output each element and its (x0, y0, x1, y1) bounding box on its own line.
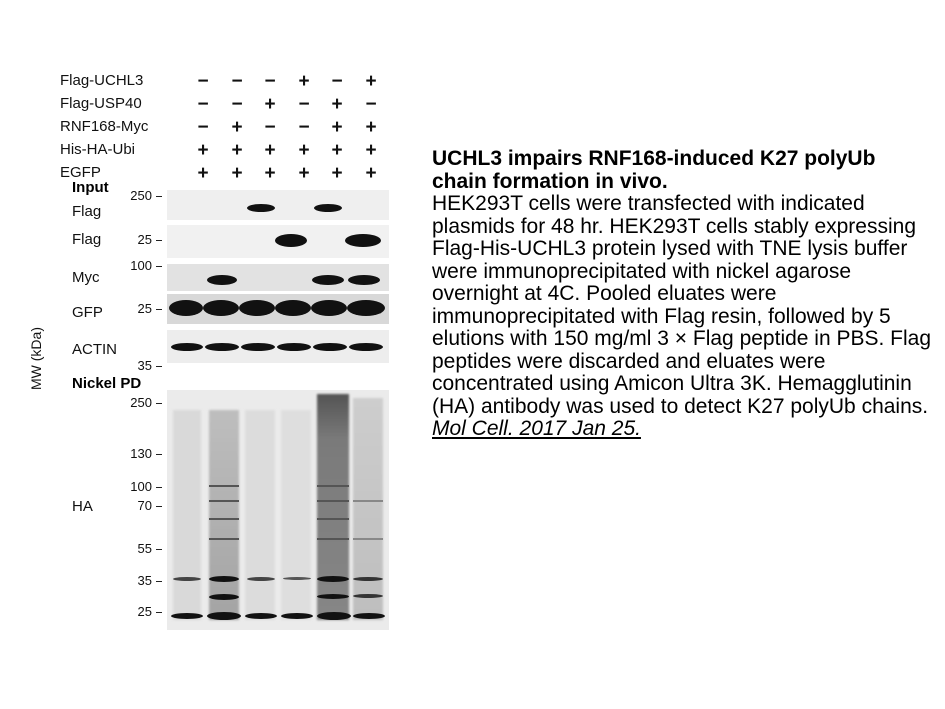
mw-tick (156, 549, 162, 550)
mw-marker: 55 (137, 541, 152, 556)
band (209, 538, 239, 540)
treatment-sign: + (298, 71, 310, 92)
band (205, 343, 239, 351)
treatment-sign: − (197, 94, 209, 115)
band (345, 234, 381, 247)
lane-smear (245, 410, 275, 620)
blot-label-ha: HA (72, 498, 93, 515)
band (203, 300, 239, 316)
treatment-sign: + (365, 71, 377, 92)
mw-tick (156, 309, 162, 310)
band (275, 300, 311, 316)
treatment-sign: + (197, 163, 209, 184)
band (171, 613, 203, 619)
treatment-label: RNF168-Myc (60, 118, 149, 135)
treatment-label: EGFP (60, 164, 101, 181)
band (275, 234, 307, 247)
treatment-sign: − (197, 71, 209, 92)
band (171, 343, 203, 351)
band (169, 300, 203, 316)
band (209, 500, 239, 502)
treatment-sign: − (231, 94, 243, 115)
mw-marker: 25 (137, 232, 152, 247)
treatment-label: Flag-USP40 (60, 95, 142, 112)
mw-tick (156, 240, 162, 241)
band (317, 485, 349, 487)
treatment-sign: − (264, 71, 276, 92)
mw-tick (156, 454, 162, 455)
band (353, 538, 383, 540)
blot-label-flag: Flag (72, 203, 102, 220)
treatment-sign: − (197, 117, 209, 138)
blot-panel-flag-250 (167, 190, 389, 220)
treatment-sign: + (231, 163, 243, 184)
section-input-label: Input (72, 179, 109, 196)
band (283, 577, 311, 580)
treatment-sign: + (365, 117, 377, 138)
band (353, 594, 383, 598)
treatment-sign: − (298, 94, 310, 115)
band (207, 612, 241, 620)
band (353, 613, 385, 619)
blot-label-myc: Myc (72, 269, 100, 286)
treatment-sign: + (365, 140, 377, 161)
mw-tick (156, 506, 162, 507)
treatment-sign: + (298, 140, 310, 161)
caption-source-link[interactable]: Mol Cell. 2017 Jan 25. (432, 417, 641, 440)
band (173, 577, 201, 581)
band (348, 275, 380, 285)
mw-tick (156, 196, 162, 197)
lane-smear (209, 410, 239, 620)
treatment-label: Flag-UCHL3 (60, 72, 144, 89)
mw-marker: 130 (130, 446, 152, 461)
figure-caption (432, 148, 932, 441)
mw-tick (156, 266, 162, 267)
band (312, 275, 344, 285)
treatment-sign: + (197, 140, 209, 161)
caption-title: UCHL3 impairs RNF168-induced K27 polyUb chain formation in vivo. (432, 147, 876, 193)
mw-marker: 100 (130, 258, 152, 273)
treatment-sign: + (264, 140, 276, 161)
blot-panel-flag-25 (167, 225, 389, 258)
caption-body: HEK293T cells were transfected with indicated plasmids for 48 hr. HEK293T cells stably expressing Flag-His-UCHL3 protein lysed with TNE lysis buffer were immunoprecipitated with nickel agarose overnight at 4C. Pooled eluates were immunoprecipitated with Flag resin, followed by 5 elutions with 150 mg/ml 3 × Flag peptide in PBS. Flag peptides were discarded and eluates were concentrated using Amicon Ultra 3K. Hemagglutinin (HA) antibody was used to detect K27 polyUb chains. (432, 192, 932, 418)
blot-panel-myc-100 (167, 264, 389, 291)
mw-marker: 250 (130, 395, 152, 410)
treatment-sign: − (365, 94, 377, 115)
treatment-sign: + (298, 163, 310, 184)
band (209, 485, 239, 487)
treatment-sign: + (231, 117, 243, 138)
mw-marker: 35 (137, 358, 152, 373)
band (353, 500, 383, 502)
treatment-sign: + (365, 163, 377, 184)
band (281, 613, 313, 619)
blot-label-gfp: GFP (72, 304, 103, 321)
band (209, 594, 239, 600)
band (317, 576, 349, 582)
treatment-sign: − (231, 71, 243, 92)
treatment-sign: + (231, 140, 243, 161)
band (317, 518, 349, 520)
mw-tick (156, 366, 162, 367)
band (317, 538, 349, 540)
band (247, 577, 275, 581)
section-nickel-label: Nickel PD (72, 375, 142, 392)
band (317, 500, 349, 502)
band (207, 275, 237, 285)
mw-tick (156, 403, 162, 404)
band (209, 518, 239, 520)
mw-marker: 70 (137, 498, 152, 513)
mw-marker: 250 (130, 188, 152, 203)
blot-label-actin: ACTIN (72, 341, 117, 358)
y-axis-label: MW (kDa) (28, 327, 44, 390)
band (277, 343, 311, 351)
mw-marker: 100 (130, 479, 152, 494)
treatment-label: His-HA-Ubi (60, 141, 135, 158)
band (317, 612, 351, 620)
treatment-sign: + (331, 117, 343, 138)
treatment-sign: − (264, 117, 276, 138)
band (209, 576, 239, 582)
band (349, 343, 383, 351)
band (311, 300, 347, 316)
mw-marker: 35 (137, 573, 152, 588)
mw-tick (156, 581, 162, 582)
band (317, 594, 349, 599)
lane-smear (353, 398, 383, 620)
lane-smear (317, 394, 349, 620)
treatment-sign: − (298, 117, 310, 138)
band (245, 613, 277, 619)
mw-tick (156, 487, 162, 488)
mw-marker: 25 (137, 604, 152, 619)
blot-panel-actin (167, 330, 389, 363)
blot-panel-gfp (167, 294, 389, 324)
treatment-sign: + (331, 94, 343, 115)
treatment-sign: + (331, 140, 343, 161)
band (313, 343, 347, 351)
lane-smear (281, 410, 311, 620)
band (353, 577, 383, 581)
blot-panel-ha (167, 390, 389, 630)
mw-marker: 25 (137, 301, 152, 316)
band (241, 343, 275, 351)
treatment-sign: + (264, 163, 276, 184)
treatment-sign: + (264, 94, 276, 115)
treatment-sign: + (331, 163, 343, 184)
treatment-sign: − (331, 71, 343, 92)
mw-tick (156, 612, 162, 613)
band (247, 204, 275, 212)
blot-label-flag: Flag (72, 231, 102, 248)
lane-smear (173, 410, 201, 620)
band (239, 300, 275, 316)
band (314, 204, 342, 212)
band (347, 300, 385, 316)
